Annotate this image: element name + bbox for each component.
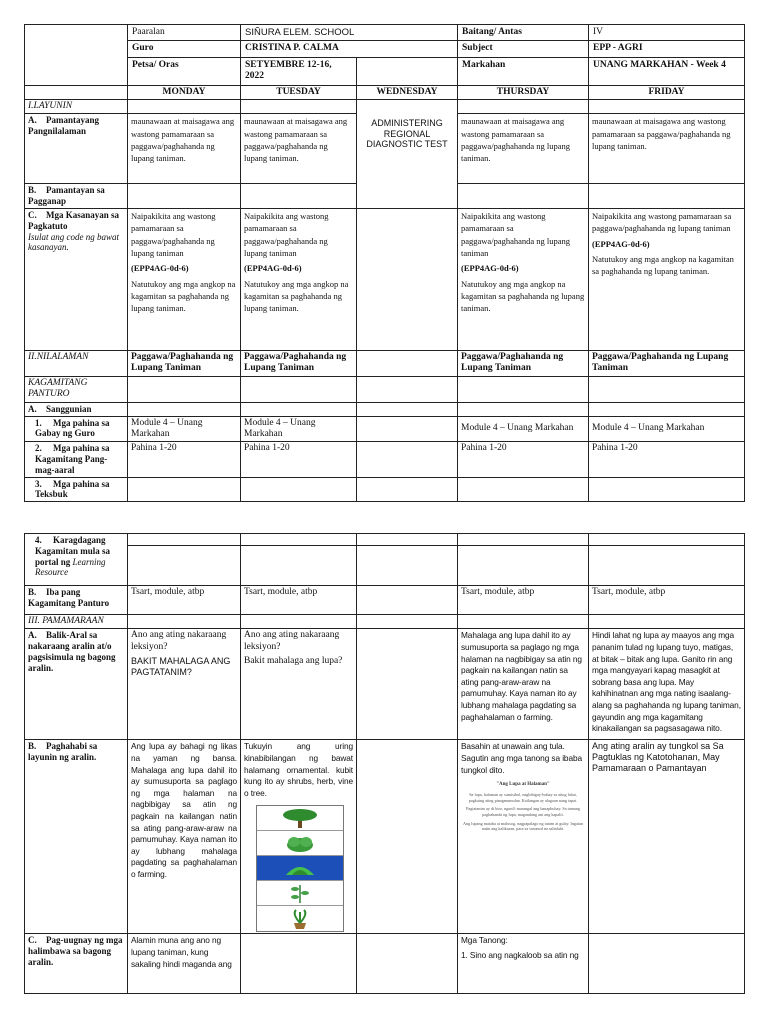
herb-image (257, 856, 343, 881)
date-label: Petsa/ Oras (128, 57, 241, 85)
day-header-wednesday: WEDNESDAY (357, 85, 458, 99)
paghahabi-monday: Ang lupa ay bahagi ng likas na yaman ng bansa. Mahalaga ang lupa dahil ito ay sumusuporta sa paglago ng mga halaman na nagbibigay sa atin ng pagkain na kailangan natin sa ating pang-araw-araw na pamumuhay. Kaya naman ito ay lubhang mahalaga pagdating sa paghahalaman o farming. (128, 740, 241, 934)
paghahabi-friday: Ang ating aralin ay tungkol sa Sa Pagtuklas ng Katotohanan, May Pamamaraan o Pamantayan (589, 740, 745, 934)
grade-label: Baitang/ Antas (458, 25, 589, 41)
row-label-teksbuk: 3. Mga pahina sa Teksbuk (25, 477, 128, 502)
vine-image (257, 881, 343, 906)
day-header-thursday: THURSDAY (458, 85, 589, 99)
quarter-value: UNANG MARKAHAN - Week 4 (589, 57, 745, 85)
section-nilalaman: II.NILALAMAN (25, 350, 128, 376)
kasanayan-friday: Naipakikita ang wastong pamamaraan sa paggawa/paghahanda ng lupang taniman (EPP4AG-0d-6) Natutukoy ang mga angkop na kagamitan sa paghahanda ng lupang taniman. (589, 208, 745, 350)
gabay-friday: Module 4 – Unang Markahan (589, 416, 745, 442)
kagamitan-monday: Tsart, module, atbp (128, 586, 241, 615)
day-header-monday: MONDAY (128, 85, 241, 99)
kagamitan-thursday: Tsart, module, atbp (458, 586, 589, 615)
row-label-paghahabi: B. Paghahabi sa layunin ng aralin. (25, 740, 128, 934)
poem-image: "Ang Lupa at Halaman" Sa lupa, halaman ay sumisibol, nagbibigay-buhay sa ating lahat, pagkaing ating pinagmumulan. Kailangan ay alagaan nang tapat. Pagtatanim ay di biro, nguni't marangal ang hanapbuhay. Sa tamang paghahanda ng lupa, magandang ani ang kapalit. Ang lupang mataba at malusog, nagpapalago ng tanim at gulay. Ingatan natin ang kalikasan, para sa susunod na salinlahi. (463, 782, 583, 832)
paghahabi-tuesday-text: Tukuyin ang uring kinabibilangan ng bawat halamang ornamental. kubit kung ito ay shrubs, herb, vine o tree. (244, 741, 353, 798)
teacher-label: Guro (128, 41, 241, 57)
subject-value: EPP - AGRI (589, 41, 745, 57)
teacher-value: CRISTINA P. CALMA (241, 41, 458, 57)
wednesday-rdt-text: ADMINISTERING REGIONAL DIAGNOSTIC TEST (366, 117, 448, 150)
nilalaman-friday: Paggawa/Paghahanda ng Lupang Taniman (589, 350, 745, 376)
kasanayan-tuesday: Naipakikita ang wastong pamamaraan sa paggawa/paghahanda ng lupang taniman (EPP4AG-0d-6) Natutukoy ang mga angkop na kagamitan sa paghahanda ng lupang taniman. (241, 208, 357, 350)
section-layunin: I.LAYUNIN (25, 99, 128, 113)
kagamitan-tuesday: Tsart, module, atbp (241, 586, 357, 615)
kasanayan-wednesday (357, 208, 458, 350)
balik-aral-tuesday: Ano ang ating nakaraang leksiyon? Bakit mahalaga ang lupa? (241, 629, 357, 740)
section-kagamitang-panturo: KAGAMITANG PANTURO (25, 376, 128, 402)
pamantayang-friday: maunawaan at maisagawa ang wastong pamamaraan sa paggawa/paghahanda ng lupang taniman. (589, 114, 745, 184)
pahina-thursday: Pahina 1-20 (458, 442, 589, 477)
plant-images-grid (256, 805, 344, 932)
paghahabi-tuesday (241, 740, 357, 934)
date-extra-cell (357, 57, 458, 85)
nilalaman-monday: Paggawa/Paghahanda ng Lupang Taniman (128, 350, 241, 376)
row-label-kagamitang-pang-mag-aaral: 2. Mga pahina sa Kagamitang Pang-mag-aaral (25, 442, 128, 477)
pamantayang-tuesday: maunawaan at maisagawa ang wastong pamamaraan sa paggawa/paghahanda ng lupang taniman. (241, 114, 357, 184)
lesson-plan-table-top (24, 24, 745, 502)
header-blank-cell (25, 25, 128, 86)
kasanayan-thursday: Naipakikita ang wastong pamamaraan sa paggawa/paghahanda ng lupang taniman (EPP4AG-0d-6) Natutukoy ang mga angkop na kagamitan sa paghahanda ng lupang taniman. (458, 208, 589, 350)
day-header-tuesday: TUESDAY (241, 85, 357, 99)
tree-image (257, 806, 343, 831)
date-value: SETYEMBRE 12-16, 2022 (241, 57, 357, 85)
day-header-blank (25, 85, 128, 99)
pahina-tuesday: Pahina 1-20 (241, 442, 357, 477)
school-label: Paaralan (128, 25, 241, 41)
quarter-label: Markahan (458, 57, 589, 85)
pahina-friday: Pahina 1-20 (589, 442, 745, 477)
balik-aral-thursday: Mahalaga ang lupa dahil ito ay sumusuporta sa paglago ng mga halaman na nagbibigay sa atin ng pagkain na kailangan natin sa ating pang-araw-araw na pamumuhay. Kaya naman ito ay lubhang mahalaga pagdating sa paghahalaman o farming. (458, 629, 589, 740)
pahina-monday: Pahina 1-20 (128, 442, 241, 477)
nilalaman-tuesday: Paggawa/Paghahanda ng Lupang Taniman (241, 350, 357, 376)
row-label-gabay-ng-guro: 1. Mga pahina sa Gabay ng Guro (25, 416, 128, 442)
paghahabi-thursday (458, 740, 589, 934)
lesson-plan-table-bottom (24, 533, 745, 994)
nilalaman-thursday: Paggawa/Paghahanda ng Lupang Taniman (458, 350, 589, 376)
row-label-pamantayan-sa-pagganap: B. Pamantayan sa Pagganap (25, 184, 128, 209)
balik-aral-friday: Hindi lahat ng lupa ay maayos ang mga pananim tulad ng lupang tuyo, matigas, at bitak – bitak ang lupa. Ganito rin ang mga mangyayari kapag masagkit at sobrang basa ang lupa. May kahihinatnan ang mga nating isaalang-alang sa paghahanda ng lupang taniman, gayundin ang mga kagamitang kinakailangan sa pagsasagawa nito. (589, 629, 745, 740)
row-label-balik-aral: A. Balik-Aral sa nakaraang aralin at/o pagsisimula ng bagong aralin. (25, 629, 128, 740)
potted-plant-image (257, 906, 343, 931)
kasanayan-monday: Naipakikita ang wastong pamamaraan sa paggawa/paghahanda ng lupang taniman (EPP4AG-0d-6) Natutukoy ang mga angkop na kagamitan sa paghahanda ng lupang taniman. (128, 208, 241, 350)
section-pamamaraan: III. PAMAMARAAN (25, 615, 128, 629)
grade-value: IV (589, 25, 745, 41)
gabay-monday: Module 4 – Unang Markahan (128, 416, 241, 442)
row-label-pamantayang-pangnilalaman: A. Pamantayang Pangnilalaman (25, 114, 128, 184)
row-label-karagdagang-kagamitan: 4. Karagdagang Kagamitan mula sa portal ng Learning Resource (25, 534, 128, 586)
shrub-image (257, 831, 343, 856)
day-header-friday: FRIDAY (589, 85, 745, 99)
gabay-thursday: Module 4 – Unang Markahan (458, 416, 589, 442)
gabay-tuesday: Module 4 – Unang Markahan (241, 416, 357, 442)
row-label-pag-uugnay: C. Pag-uugnay ng mga halimbawa sa bagong aralin. (25, 934, 128, 994)
pamantayang-monday: maunawaan at maisagawa ang wastong pamamaraan sa paggawa/paghahanda ng lupang taniman. (128, 114, 241, 184)
balik-aral-monday: Ano ang ating nakaraang leksiyon? BAKIT MAHALAGA ANG PAGTATANIM? (128, 629, 241, 740)
row-label-kasanayan: C. Mga Kasanayan sa Pagkatuto Isulat ang code ng bawat kasanayan. (25, 208, 128, 350)
kagamitan-friday: Tsart, module, atbp (589, 586, 745, 615)
pag-uugnay-monday: Alamin muna ang ano ng lupang taniman, kung sakaling hindi maganda ang (128, 934, 241, 994)
subject-label: Subject (458, 41, 589, 57)
row-label-sanggunian: A. Sanggunian (25, 402, 128, 416)
wednesday-rdt-cell (357, 99, 458, 208)
pag-uugnay-thursday: Mga Tanong: 1. Sino ang nagkaloob sa atin ng (458, 934, 589, 994)
pamantayang-thursday: maunawaan at maisagawa ang wastong pamamaraan sa paggawa/paghahanda ng lupang taniman. (458, 114, 589, 184)
paghahabi-thursday-text: Basahin at unawain ang tula. Sagutin ang mga tanong sa ibaba tungkol dito. (461, 741, 582, 775)
school-value: SIÑURA ELEM. SCHOOL (241, 25, 458, 41)
row-label-iba-pang-kagamitan: B. Iba pang Kagamitang Panturo (25, 586, 128, 615)
